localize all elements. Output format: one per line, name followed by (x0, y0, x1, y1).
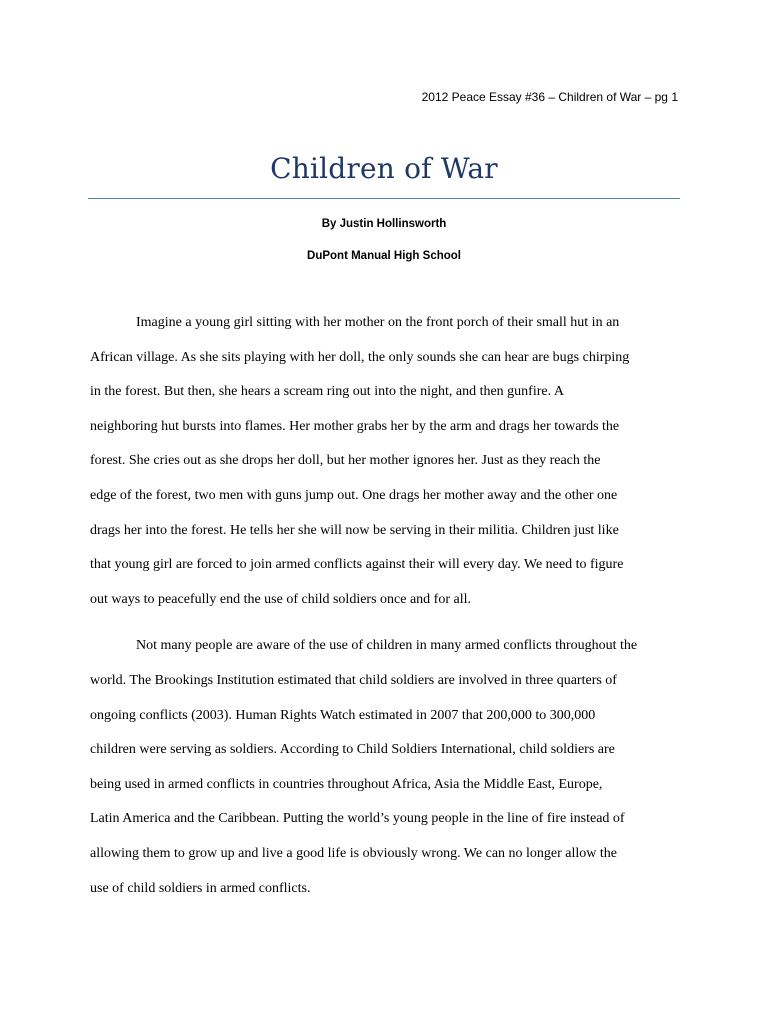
text-line: Imagine a young girl sitting with her mother on the front porch of their small hut in an (136, 315, 620, 330)
text-line: edge of the forest, two men with guns jump out. One drags her mother away and the other one (90, 487, 618, 503)
text-line: allowing them to grow up and live a good life is obviously wrong. We can no longer allow the (90, 845, 618, 861)
paragraph-2 (90, 632, 680, 909)
text-line: in the forest. But then, she hears a scream ring out into the night, and then gunfire. A (90, 384, 564, 400)
text-line: Not many people are aware of the use of children in many armed conflicts throughout the (136, 638, 638, 654)
school-byline: DuPont Manual High School (307, 250, 461, 262)
text-line: world. The Brookings Institution estimated that child soldiers are involved in three quarters of (90, 672, 617, 688)
text-line: being used in armed conflicts in countries throughout Africa, Asia the Middle East, Europe, (90, 776, 603, 792)
text-line: that young girl are forced to join armed conflicts against their will every day. We need to figure (90, 557, 624, 573)
title-divider (88, 198, 680, 199)
running-header: 2012 Peace Essay #36 – Children of War – pg 1 (421, 90, 678, 104)
text-line: use of child soldiers in armed conflicts. (90, 880, 311, 896)
text-line: Latin America and the Caribbean. Putting the world’s young people in the line of fire instead of (90, 811, 625, 827)
paragraph-1 (90, 309, 680, 620)
text-line: out ways to peacefully end the use of child soldiers once and for all. (90, 591, 471, 607)
text-line: forest. She cries out as she drops her doll, but her mother ignores her. Just as they reach the (90, 453, 601, 469)
page-title: Children of War (270, 152, 498, 185)
text-line: African village. As she sits playing with her doll, the only sounds she can hear are bugs chirping (90, 349, 630, 365)
author-byline: By Justin Hollinsworth (321, 218, 447, 230)
text-line: neighboring hut bursts into flames. Her mother grabs her by the arm and drags her towards the (90, 418, 620, 434)
paragraph-spacer (90, 620, 680, 632)
text-line: drags her into the forest. He tells her she will now be serving in their militia. Children just like (90, 522, 619, 538)
essay-body (90, 309, 680, 909)
text-line: ongoing conflicts (2003). Human Rights Watch estimated in 2007 that 200,000 to 300,000 (90, 707, 596, 723)
text-line: children were serving as soldiers. According to Child Soldiers International, child soldiers are (90, 742, 615, 758)
